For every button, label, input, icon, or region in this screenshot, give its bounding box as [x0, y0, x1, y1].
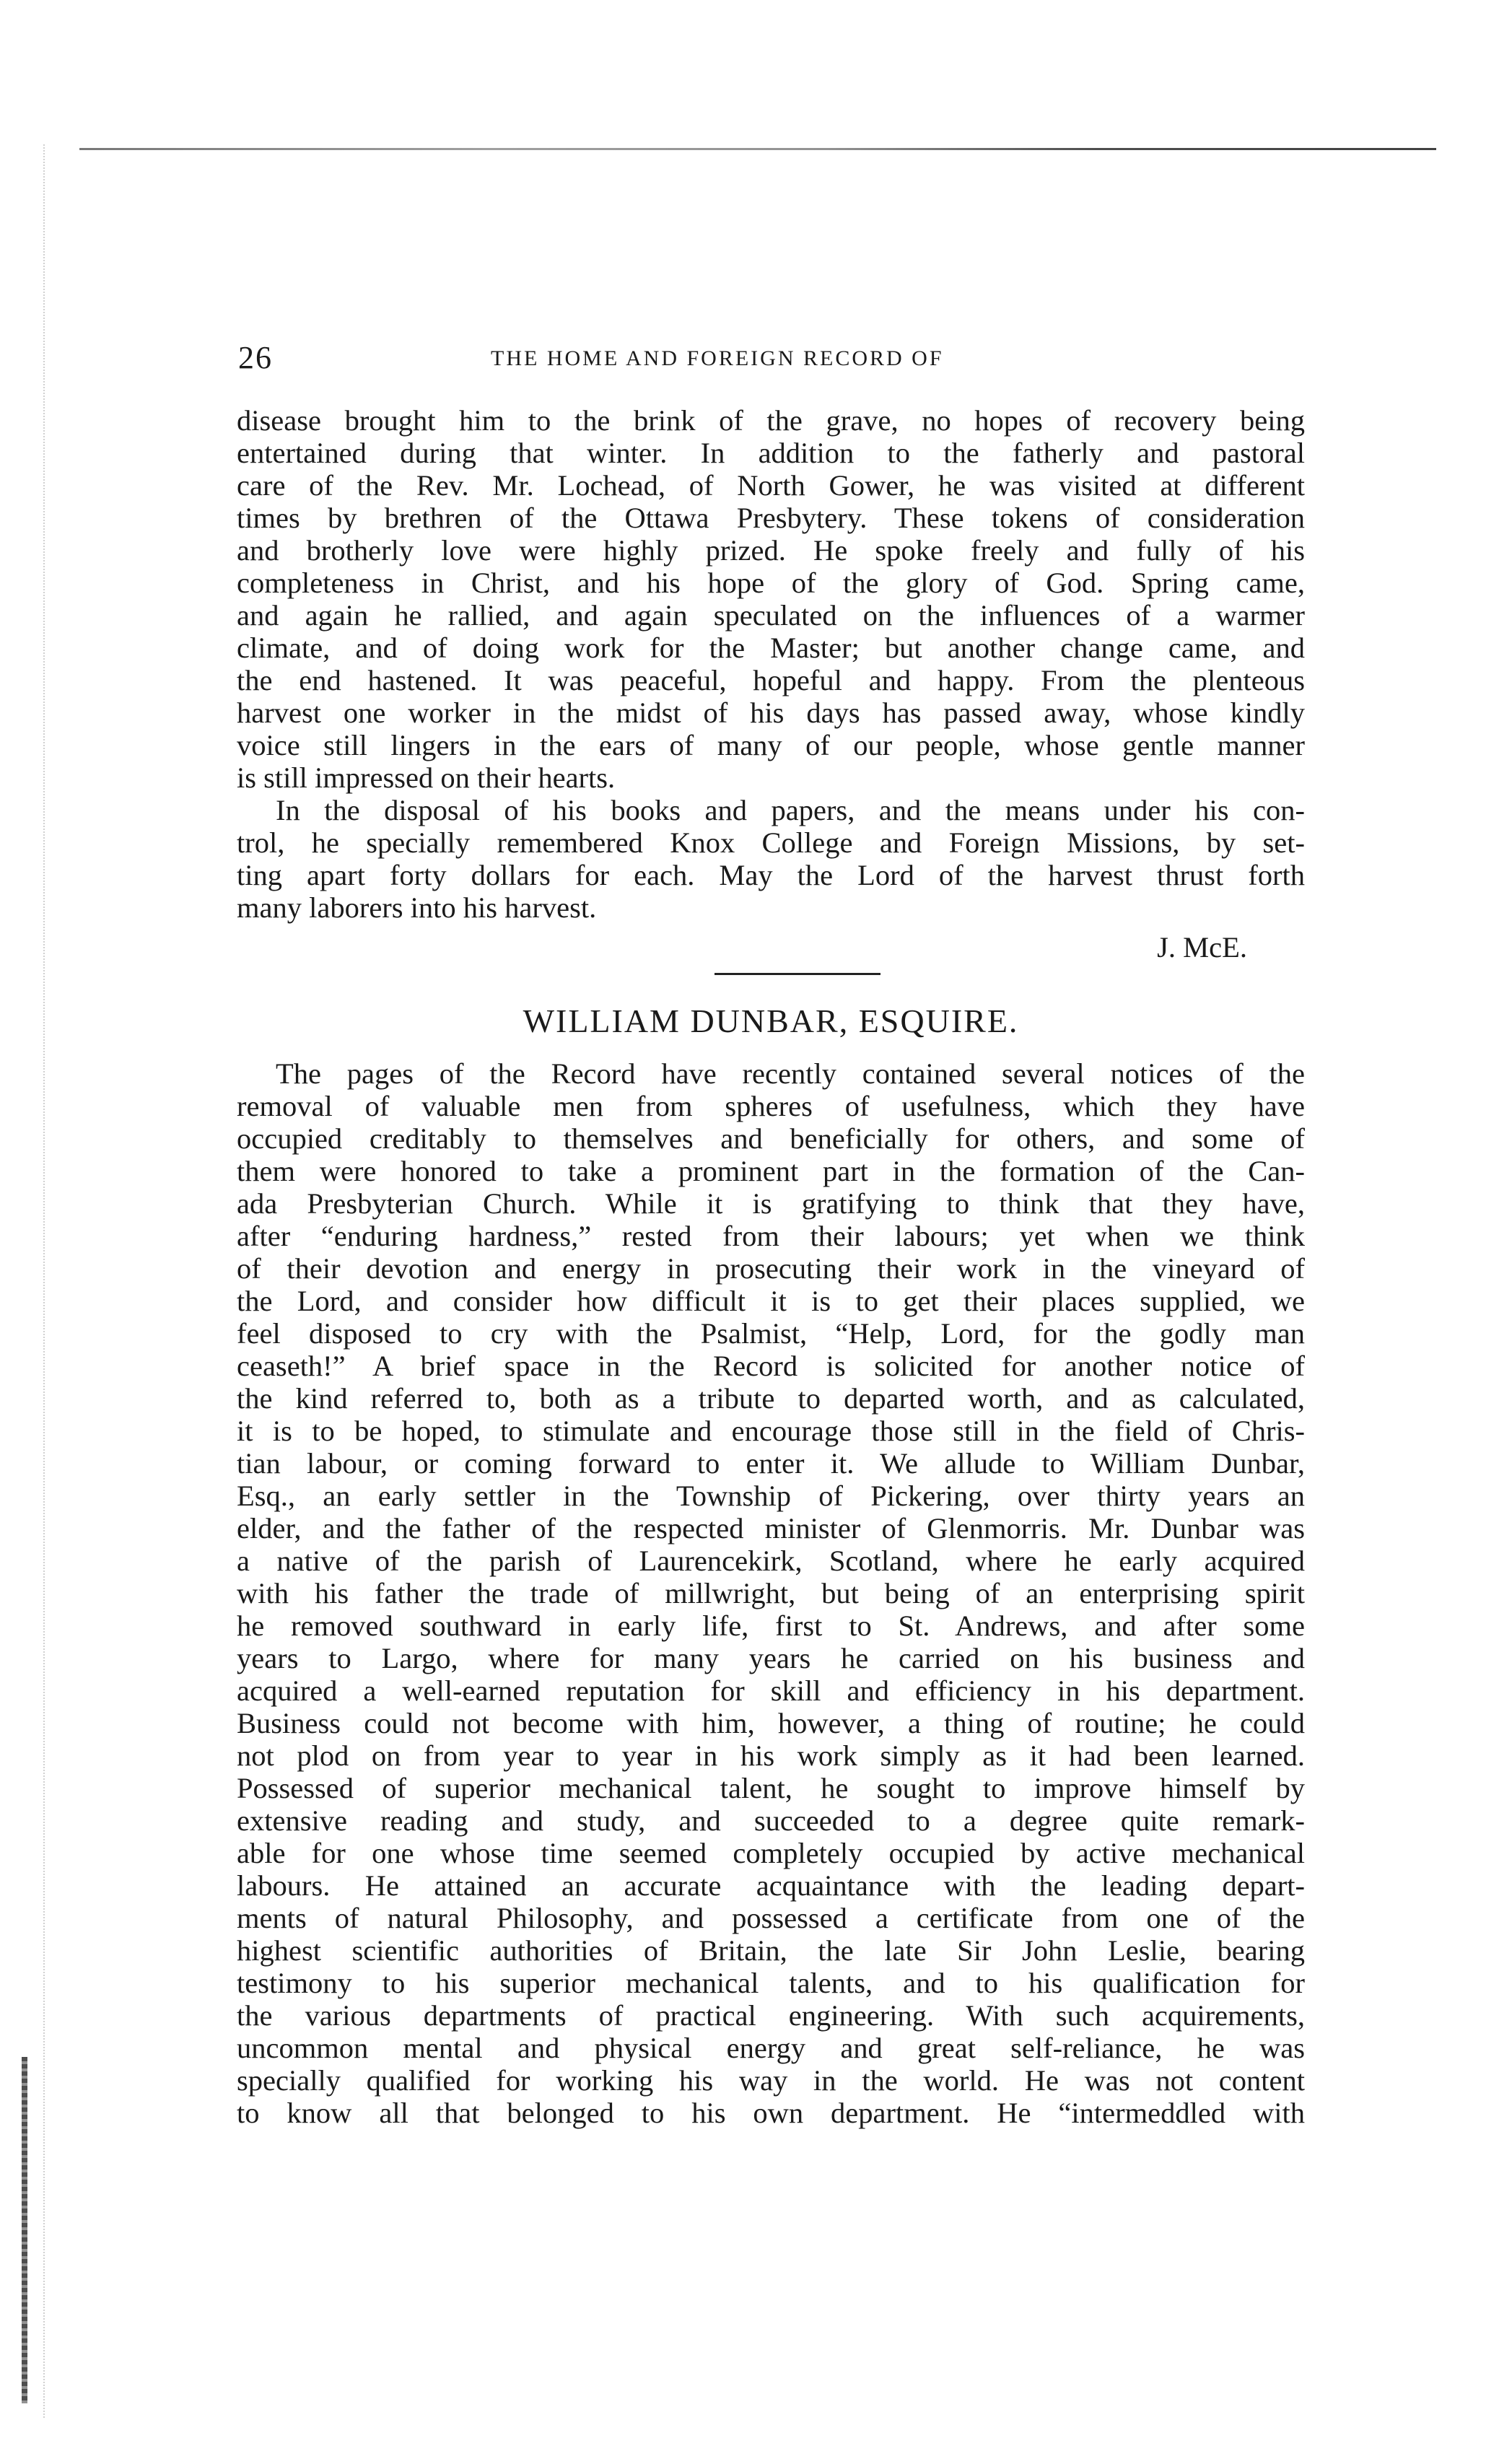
- text-line: disease brought him to the brink of the grave, no hopes of recovery being: [237, 404, 1305, 437]
- text-line: occupied creditably to themselves and beneficially for others, and some of: [237, 1122, 1305, 1155]
- text-line: elder, and the father of the respected minister of Glenmorris. Mr. Dunbar was: [237, 1512, 1305, 1545]
- text-line: ada Presbyterian Church. While it is gratifying to think that they have,: [237, 1187, 1305, 1220]
- text-line: care of the Rev. Mr. Lochead, of North Gower, he was visited at different: [237, 469, 1305, 502]
- text-line: removal of valuable men from spheres of usefulness, which they have: [237, 1090, 1305, 1122]
- text-line: harvest one worker in the midst of his days has passed away, whose kindly: [237, 696, 1305, 729]
- text-line: uncommon mental and physical energy and great self-reliance, he was: [237, 2032, 1305, 2064]
- text-line: voice still lingers in the ears of many of our people, whose gentle manner: [237, 729, 1305, 761]
- text-line: many laborers into his harvest.: [237, 891, 597, 924]
- text-line: climate, and of doing work for the Master; but another change came, and: [237, 632, 1305, 664]
- text-line: ting apart forty dollars for each. May the Lord of the harvest thrust forth: [237, 859, 1305, 891]
- text-line: ments of natural Philosophy, and possessed a certificate from one of the: [237, 1902, 1305, 1934]
- text-line: the end hastened. It was peaceful, hopeful and happy. From the plenteous: [237, 664, 1305, 696]
- text-line: and brotherly love were highly prized. He spoke freely and fully of his: [237, 534, 1305, 567]
- running-head: THE HOME AND FOREIGN RECORD OF: [491, 346, 944, 370]
- text-line: The pages of the Record have recently contained several notices of the: [276, 1057, 1305, 1090]
- text-line: a native of the parish of Laurencekirk, Scotland, where he early acquired: [237, 1545, 1305, 1577]
- text-line: after “enduring hardness,” rested from their labours; yet when we think: [237, 1220, 1305, 1252]
- signature: J. McE.: [1157, 931, 1247, 964]
- text-line: of their devotion and energy in prosecuting their work in the vineyard of: [237, 1252, 1305, 1285]
- text-line: he removed southward in early life, first to St. Andrews, and after some: [237, 1609, 1305, 1642]
- text-line: and again he rallied, and again speculated on the influences of a warmer: [237, 599, 1305, 632]
- text-line: trol, he specially remembered Knox College and Foreign Missions, by set-: [237, 826, 1305, 859]
- page-number: 26: [238, 340, 273, 375]
- text-line: times by brethren of the Ottawa Presbytery. These tokens of consideration: [237, 502, 1305, 534]
- text-line: ceaseth!” A brief space in the Record is solicited for another notice of: [237, 1350, 1305, 1382]
- text-line: tian labour, or coming forward to enter it. We allude to William Dunbar,: [237, 1447, 1305, 1480]
- text-line: feel disposed to cry with the Psalmist, “Help, Lord, for the godly man: [237, 1317, 1305, 1350]
- obituary-continuation: [237, 404, 1305, 924]
- text-line: Business could not become with him, however, a thing of routine; he could: [237, 1707, 1305, 1739]
- text-line: the various departments of practical engineering. With such acquirements,: [237, 1999, 1305, 2032]
- section-divider: [715, 973, 880, 975]
- page-header: [238, 339, 1306, 383]
- scan-top-rule: [79, 148, 1436, 150]
- text-line: Esq., an early settler in the Township of Pickering, over thirty years an: [237, 1480, 1305, 1512]
- text-line: with his father the trade of millwright, but being of an enterprising spirit: [237, 1577, 1305, 1609]
- text-line: specially qualified for working his way in the world. He was not content: [237, 2064, 1305, 2097]
- scan-margin-marks: [43, 144, 59, 2418]
- text-line: extensive reading and study, and succeeded to a degree quite remark-: [237, 1804, 1305, 1837]
- text-line: is still impressed on their hearts.: [237, 761, 616, 794]
- text-line: able for one whose time seemed completely occupied by active mechanical: [237, 1837, 1305, 1869]
- text-line: acquired a well-earned reputation for skill and efficiency in his department.: [237, 1674, 1305, 1707]
- text-line: not plod on from year to year in his work simply as it had been learned.: [237, 1739, 1305, 1772]
- text-line: highest scientific authorities of Britain, the late Sir John Leslie, bearing: [237, 1934, 1305, 1967]
- text-line: the Lord, and consider how difficult it is to get their places supplied, we: [237, 1285, 1305, 1317]
- text-line: the kind referred to, both as a tribute to departed worth, and as calculated,: [237, 1382, 1305, 1415]
- text-line: Possessed of superior mechanical talent, he sought to improve himself by: [237, 1772, 1305, 1804]
- text-line: them were honored to take a prominent part in the formation of the Can-: [237, 1155, 1305, 1187]
- text-line: labours. He attained an accurate acquaintance with the leading depart-: [237, 1869, 1305, 1902]
- text-line: years to Largo, where for many years he carried on his business and: [237, 1642, 1305, 1674]
- text-line: it is to be hoped, to stimulate and encourage those still in the field of Chris-: [237, 1415, 1305, 1447]
- text-line: In the disposal of his books and papers, and the means under his con-: [276, 794, 1305, 826]
- text-line: entertained during that winter. In addition to the fatherly and pastoral: [237, 437, 1305, 469]
- scan-binding-edge: [22, 2057, 27, 2403]
- article-title: WILLIAM DUNBAR, ESQUIRE.: [523, 1002, 1019, 1039]
- text-line: completeness in Christ, and his hope of the glory of God. Spring came,: [237, 567, 1305, 599]
- text-line: testimony to his superior mechanical talents, and to his qualification for: [237, 1967, 1305, 1999]
- text-line: to know all that belonged to his own department. He “intermeddled with: [237, 2097, 1305, 2129]
- article-body: [237, 1057, 1305, 2129]
